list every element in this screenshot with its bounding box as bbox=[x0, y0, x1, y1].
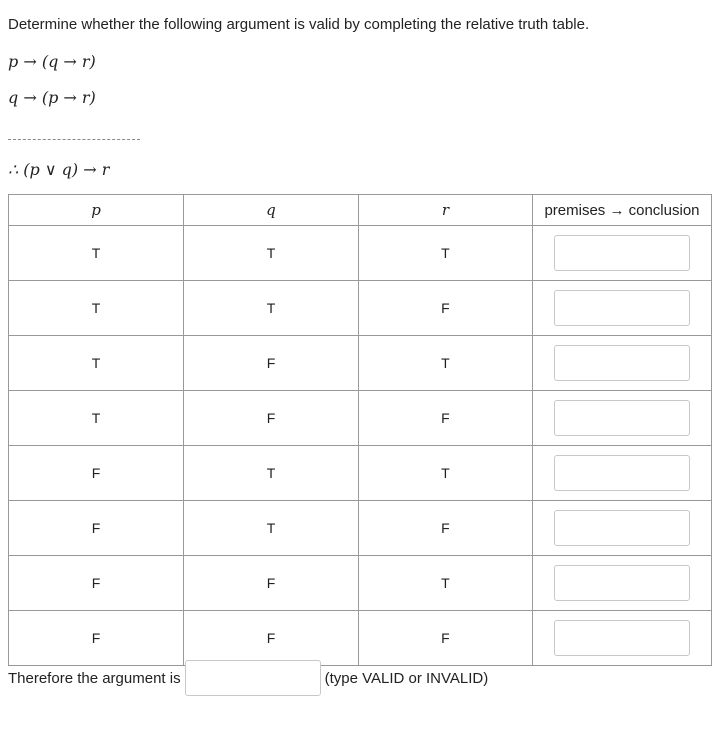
conclusion-divider bbox=[8, 139, 140, 140]
table-row bbox=[9, 281, 712, 336]
cell-p: T bbox=[9, 336, 184, 391]
cell-p: T bbox=[9, 226, 184, 281]
row-7-answer-input[interactable] bbox=[554, 565, 690, 601]
cell-q: F bbox=[183, 336, 358, 391]
header-row bbox=[9, 195, 712, 226]
answer-cell bbox=[532, 226, 711, 281]
cell-p: F bbox=[9, 501, 184, 556]
table-row bbox=[9, 446, 712, 501]
cell-q: T bbox=[183, 501, 358, 556]
answer-cell bbox=[532, 281, 711, 336]
header-premises-conclusion: premises → conclusion bbox=[532, 195, 711, 226]
row-6-answer-input[interactable] bbox=[554, 510, 690, 546]
answer-cell bbox=[532, 391, 711, 446]
cell-q: F bbox=[183, 556, 358, 611]
row-4-answer-input[interactable] bbox=[554, 400, 690, 436]
answer-cell bbox=[532, 556, 711, 611]
cell-q: T bbox=[183, 226, 358, 281]
truth-table bbox=[8, 194, 712, 666]
premise-2: q → (p → r) bbox=[8, 88, 96, 107]
cell-r: F bbox=[358, 501, 532, 556]
instructions-text: Determine whether the following argument is valid by completing the relative truth table. bbox=[8, 16, 590, 33]
row-3-answer-input[interactable] bbox=[554, 345, 690, 381]
answer-cell bbox=[532, 611, 711, 666]
row-5-answer-input[interactable] bbox=[554, 455, 690, 491]
cell-r: T bbox=[358, 556, 532, 611]
table-row bbox=[9, 336, 712, 391]
cell-r: F bbox=[358, 281, 532, 336]
header-p: p bbox=[9, 195, 184, 226]
cell-p: T bbox=[9, 391, 184, 446]
cell-q: F bbox=[183, 611, 358, 666]
cell-r: F bbox=[358, 611, 532, 666]
validity-hint: (type VALID or INVALID) bbox=[324, 669, 489, 687]
answer-cell bbox=[532, 501, 711, 556]
cell-p: T bbox=[9, 281, 184, 336]
table-row bbox=[9, 226, 712, 281]
row-8-answer-input[interactable] bbox=[554, 620, 690, 656]
header-r: r bbox=[358, 195, 532, 226]
cell-q: T bbox=[183, 281, 358, 336]
table-row bbox=[9, 556, 712, 611]
cell-r: F bbox=[358, 391, 532, 446]
cell-p: F bbox=[9, 556, 184, 611]
row-1-answer-input[interactable] bbox=[554, 235, 690, 271]
conclusion-label: Therefore the argument is bbox=[8, 669, 181, 687]
validity-answer-input[interactable] bbox=[185, 660, 321, 696]
header-q: q bbox=[183, 195, 358, 226]
row-2-answer-input[interactable] bbox=[554, 290, 690, 326]
cell-r: T bbox=[358, 226, 532, 281]
answer-cell bbox=[532, 336, 711, 391]
cell-q: T bbox=[183, 446, 358, 501]
answer-cell bbox=[532, 446, 711, 501]
table-row bbox=[9, 391, 712, 446]
cell-p: F bbox=[9, 446, 184, 501]
cell-r: T bbox=[358, 446, 532, 501]
conclusion: ∴ (p ∨ q) → r bbox=[8, 160, 110, 179]
table-row bbox=[9, 611, 712, 666]
conclusion-answer-row bbox=[8, 660, 488, 696]
cell-r: T bbox=[358, 336, 532, 391]
cell-q: F bbox=[183, 391, 358, 446]
cell-p: F bbox=[9, 611, 184, 666]
premise-1: p → (q → r) bbox=[8, 52, 96, 71]
table-row bbox=[9, 501, 712, 556]
